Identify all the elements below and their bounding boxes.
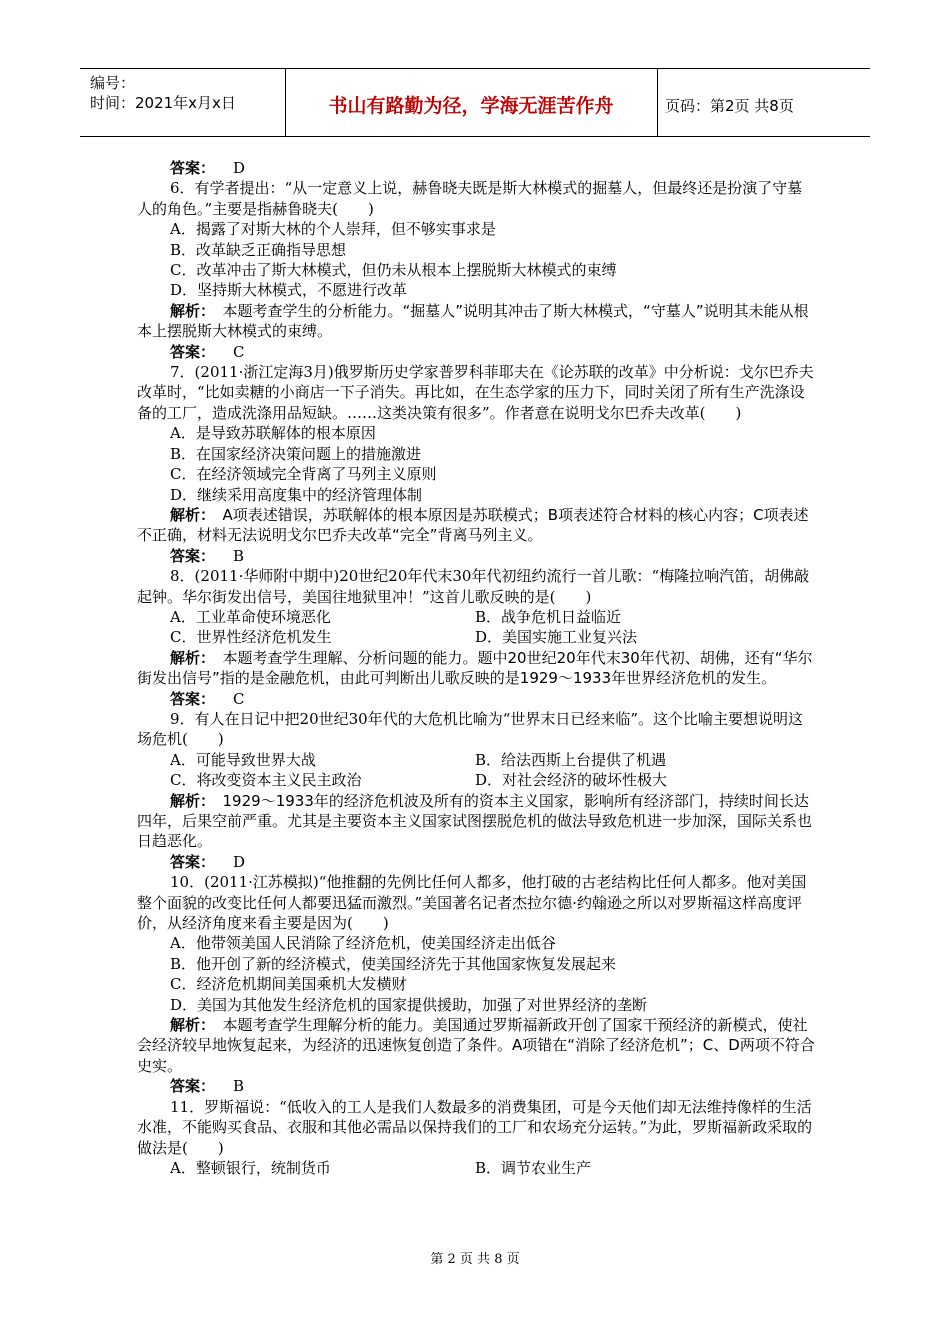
option-line: D．坚持斯大林模式，不愿进行改革 — [170, 281, 408, 300]
analysis-label: 解析： — [170, 791, 208, 810]
analysis-label: 解析： — [170, 301, 208, 320]
answer-line — [137, 1076, 817, 1096]
question-paragraph: 11．罗斯福说：“低收入的工人是我们人数最多的消费集团，可是今天他们却无法维持像样的生活水准，不能购买食品、衣服和其他必需品以保持我们的工厂和农场充分运转。”为此，罗斯福新政采取的做法是( ) — [137, 1097, 813, 1157]
header-left — [90, 73, 236, 113]
answer-label: 答案： — [170, 342, 216, 361]
option-row — [137, 750, 817, 770]
option-line: C．经济危机期间美国乘机大发横财 — [170, 975, 407, 994]
option-line: A．是导致苏联解体的根本原因 — [170, 424, 376, 443]
analysis-text: 本题考查学生理解分析的能力。美国通过罗斯福新政开创了国家干预经济的新模式，使社会经济较早地恢复起来，为经济的迅速恢复创造了条件。A项错在“消除了经济危机”；C、D两项不符合史实。 — [137, 1016, 815, 1075]
analysis-label: 解析： — [170, 648, 208, 667]
option-item: B．调节农业生产 — [475, 1158, 592, 1177]
document-body — [137, 158, 817, 1178]
question-paragraph: 6．有学者提出：“从一定意义上说，赫鲁晓夫既是斯大林模式的掘墓人，但最终还是扮演了守墓人的角色。”主要是指赫鲁晓夫( ) — [137, 179, 803, 218]
option-line: B．改革缺乏正确指导思想 — [170, 240, 347, 259]
analysis-label: 解析： — [170, 1016, 208, 1035]
answer-line — [137, 689, 817, 709]
answer-line — [137, 546, 817, 566]
option-line: A．他带领美国人民消除了经济危机，使美国经济走出低谷 — [170, 934, 556, 953]
option-line: C．改革冲击了斯大林模式，但仍未从根本上摆脱斯大林模式的束缚 — [170, 261, 617, 280]
page-header — [80, 68, 870, 137]
option-item: D．美国实施工业复兴法 — [475, 628, 638, 647]
option-row — [137, 607, 817, 627]
answer-label: 答案： — [170, 159, 216, 177]
option-row — [137, 1158, 817, 1178]
header-divider — [285, 69, 286, 136]
answer-value: B — [233, 546, 245, 565]
question-paragraph: 9．有人在日记中把20世纪30年代的大危机比喻为“世界末日已经来临”。这个比喻主要想说明这场危机( ) — [137, 709, 804, 749]
header-divider — [657, 69, 658, 136]
option-line: B．在国家经济决策问题上的措施激进 — [170, 444, 422, 463]
analysis-paragraph — [137, 505, 817, 546]
option-item: D．对社会经济的破坏性极大 — [475, 771, 668, 790]
analysis-paragraph — [137, 301, 817, 342]
analysis-paragraph — [137, 791, 817, 852]
option-item: A．整顿银行，统制货币 — [170, 1158, 331, 1177]
option-line: A．揭露了对斯大林的个人崇拜，但不够实事求是 — [170, 220, 496, 239]
answer-line — [137, 852, 817, 872]
header-motto: 书山有路勤为径，学海无涯苦作舟 — [328, 95, 614, 117]
question-paragraph: 7．(2011·浙江定海3月)俄罗斯历史学家普罗科菲耶夫在《论苏联的改革》中分析说：戈尔巴乔夫改革时，“比如卖糖的小商店一下子消失。再比如，在生态学家的压力下，同时关闭了所有生产洗涤设备的工厂，造成洗涤用品短缺。……这类决策有很多”。作者意在说明戈尔巴乔夫改革( ) — [137, 363, 814, 422]
header-page-number: 页码：第2页 共8页 — [665, 97, 794, 115]
option-row — [137, 627, 817, 647]
analysis-text: 本题考查学生的分析能力。“掘墓人”说明其冲击了斯大林模式，“守墓人”说明其未能从根本上摆脱斯大林模式的束缚。 — [137, 301, 809, 341]
answer-line — [137, 158, 817, 178]
option-item: B．战争危机日益临近 — [475, 607, 622, 626]
option-line: D．继续采用高度集中的经济管理体制 — [170, 485, 423, 504]
analysis-text: 本题考查学生理解、分析问题的能力。题中20世纪20年代末30年代初、胡佛，还有“华尔街发出信号”指的是金融危机，由此可判断出儿歌反映的是1929～1933年世界经济危机的发生。 — [137, 648, 813, 688]
answer-label: 答案： — [170, 1077, 216, 1096]
analysis-text: 1929～1933年的经济危机波及所有的资本主义国家，影响所有经济部门，持续时间长达四年，后果空前严重。尤其是主要资本主义国家试图摆脱危机的做法导致危机进一步加深，国际关系也日趋恶化。 — [137, 791, 813, 851]
option-item: A．工业革命使环境恶化 — [170, 607, 331, 626]
answer-line — [137, 342, 817, 362]
answer-value: D — [233, 159, 246, 177]
answer-label: 答案： — [170, 546, 216, 565]
question-paragraph: 10．(2011·江苏模拟)“他推翻的先例比任何人都多，他打破的古老结构比任何人都多。他对美国整个面貌的改变比任何人都要迅猛而激烈。”美国著名记者杰拉尔德·约翰逊之所以对罗斯福这样高度评价，从经济角度来看主要是因为( ) — [137, 873, 807, 933]
option-line: C．在经济领域完全背离了马列主义原则 — [170, 465, 437, 484]
answer-value: D — [233, 852, 246, 871]
analysis-text: A项表述错误，苏联解体的根本原因是苏联模式；B项表述符合材料的核心内容；C项表述不正确，材料无法说明戈尔巴乔夫改革“完全”背离马列主义。 — [137, 505, 809, 545]
option-item: B．给法西斯上台提供了机遇 — [475, 750, 667, 769]
option-line: D．美国为其他发生经济危机的国家提供援助，加强了对世界经济的垄断 — [170, 995, 648, 1014]
analysis-label: 解析： — [170, 505, 208, 524]
question-paragraph: 8．(2011·华师附中期中)20世纪20年代末30年代初纽约流行一首儿歌：“梅隆拉响汽笛，胡佛敲起钟。华尔街发出信号，美国往地狱里冲！”这首儿歌反映的是( ) — [137, 567, 810, 606]
option-item: C．世界性经济危机发生 — [170, 628, 332, 647]
answer-value: B — [233, 1077, 245, 1096]
option-item: A．可能导致世界大战 — [170, 750, 316, 769]
answer-label: 答案： — [170, 689, 216, 708]
answer-value: C — [233, 342, 245, 361]
document-number: 编号： — [90, 74, 136, 92]
page-footer: 第 2 页 共 8 页 — [430, 1252, 520, 1267]
analysis-paragraph — [137, 648, 817, 689]
option-row — [137, 770, 817, 790]
answer-label: 答案： — [170, 852, 216, 871]
document-date: 时间：2021年x月x日 — [90, 94, 236, 112]
option-item: C．将改变资本主义民主政治 — [170, 771, 362, 790]
option-line: B．他开创了新的经济模式，使美国经济先于其他国家恢复发展起来 — [170, 954, 617, 973]
analysis-paragraph — [137, 1015, 817, 1076]
answer-value: C — [233, 689, 245, 708]
